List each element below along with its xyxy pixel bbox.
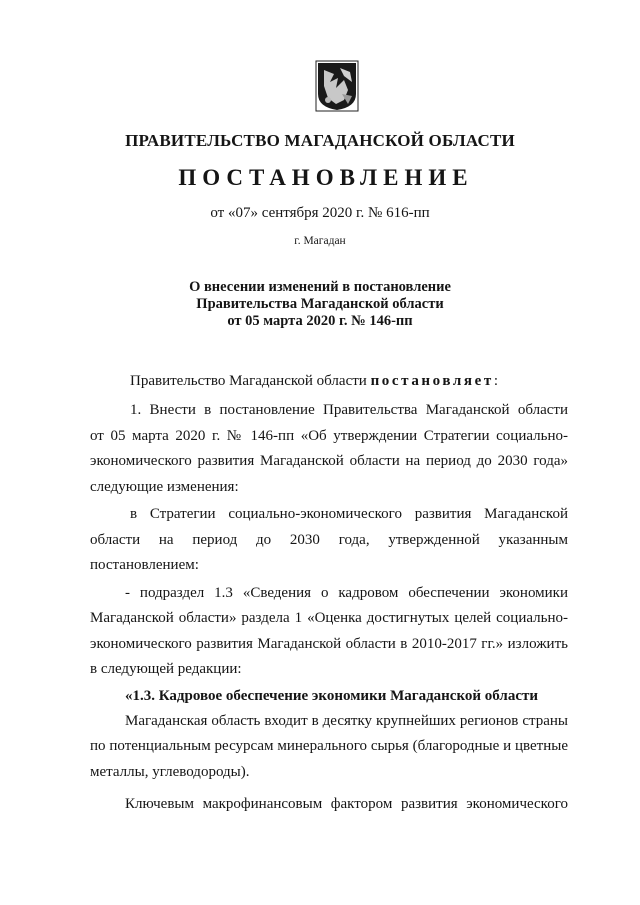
city-name: г. Магадан <box>294 235 346 247</box>
coat-of-arms-icon <box>314 60 360 112</box>
preamble-text: Правительство Магаданской области <box>130 373 371 389</box>
paragraph-line: по потенциальным ресурсам минерального сырья (благородные и цветные <box>90 738 568 754</box>
item1-line: экономического развития Магаданской области на период до 2030 года» <box>90 453 568 469</box>
paragraph-line: Ключевым макрофинансовым фактором развития экономического <box>125 796 568 812</box>
item1-line: 1. Внести в постановление Правительства Магаданской области <box>130 402 568 418</box>
decree-title: ПОСТАНОВЛЕНИЕ <box>178 165 474 190</box>
decree-subject <box>0 279 640 330</box>
strategy-line: в Стратегии социально-экономического развития Магаданской <box>130 506 568 522</box>
strategy-line: области на период до 2030 года, утвержденной указанным <box>90 532 568 548</box>
subject-line: от 05 марта 2020 г. № 146-пп <box>227 313 413 329</box>
item1-line: следующие изменения: <box>90 479 239 495</box>
subsection-line: в следующей редакции: <box>90 661 242 677</box>
paragraph-line: металлы, углеводороды). <box>90 764 250 780</box>
section-heading: «1.3. Кадровое обеспечение экономики Магаданской области <box>125 688 539 704</box>
decree-date-number: от «07» сентября 2020 г. № 616-пп <box>210 205 430 221</box>
preamble-keyword: постановляет <box>370 373 494 389</box>
paragraph-line: Магаданская область входит в десятку крупнейших регионов страны <box>125 713 568 729</box>
subject-line: Правительства Магаданской области <box>196 296 444 312</box>
subsection-line: экономического развития Магаданской области в 2010-2017 гг.» изложить <box>90 636 568 652</box>
item1-line: от 05 марта 2020 г. № 146-пп «Об утверждении Стратегии социально- <box>90 428 568 444</box>
government-name: ПРАВИТЕЛЬСТВО МАГАДАНСКОЙ ОБЛАСТИ <box>125 131 515 150</box>
strategy-line: постановлением: <box>90 557 199 573</box>
preamble-colon: : <box>493 373 499 389</box>
preamble <box>130 373 498 390</box>
subsection-line: - подраздел 1.3 «Сведения о кадровом обеспечении экономики <box>125 585 568 601</box>
subsection-line: Магаданской области» раздела 1 «Оценка достигнутых целей социально- <box>90 610 568 626</box>
subject-line: О внесении изменений в постановление <box>189 279 451 295</box>
